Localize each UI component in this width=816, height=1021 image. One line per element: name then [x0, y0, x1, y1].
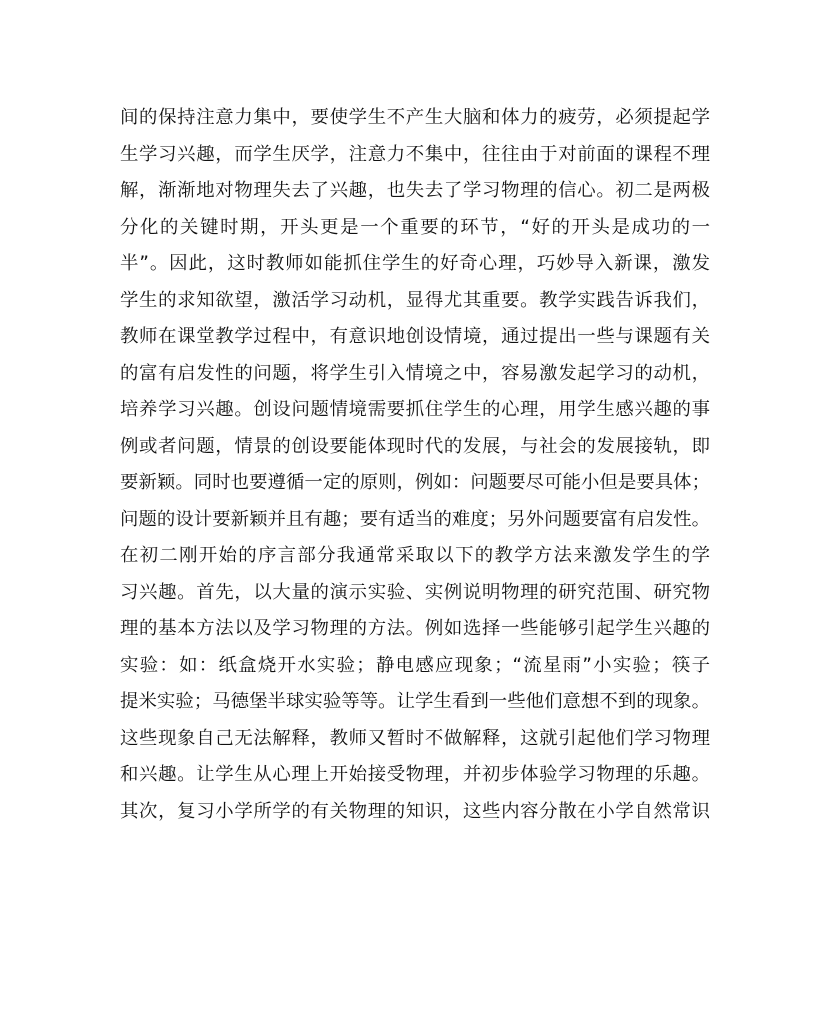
text-line: 习兴趣。首先，以大量的演示实验、实例说明物理的研究范围、研究物 — [120, 581, 710, 603]
text-line: 半”。因此，这时教师如能抓住学生的好奇心理，巧妙导入新课，激发 — [120, 253, 710, 274]
text-line: 例或者问题，情景的创设要能体现时代的发展，与社会的发展接轨，即 — [120, 435, 710, 457]
body-text — [120, 100, 710, 830]
text-line: 问题的设计要新颖并且有趣；要有适当的难度；另外问题要富有启发性。 — [120, 508, 710, 530]
text-line: 实验：如：纸盒烧开水实验；静电感应现象；“流星雨”小实验；筷子 — [120, 654, 710, 676]
text-line: 学生的求知欲望，激活学习动机，显得尤其重要。教学实践告诉我们， — [120, 289, 710, 311]
text-line: 生学习兴趣，而学生厌学，注意力不集中，往往由于对前面的课程不理 — [120, 143, 710, 165]
text-line: 和兴趣。让学生从心理上开始接受物理，并初步体验学习物理的乐趣。 — [120, 764, 710, 785]
text-line: 其次，复习小学所学的有关物理的知识，这些内容分散在小学自然常识 — [120, 800, 710, 822]
text-line: 要新颖。同时也要遵循一定的原则，例如：问题要尽可能小但是要具体； — [120, 472, 710, 493]
text-line: 分化的关键时期，开头更是一个重要的环节，“好的开头是成功的一 — [120, 216, 710, 238]
text-line: 的富有启发性的问题，将学生引入情境之中，容易激发起学习的动机， — [120, 362, 710, 384]
text-line: 这些现象自己无法解释，教师又暂时不做解释，这就引起他们学习物理 — [120, 727, 710, 749]
text-line: 解，渐渐地对物理失去了兴趣，也失去了学习物理的信心。初二是两极 — [120, 180, 710, 201]
text-line: 提米实验；马德堡半球实验等等。让学生看到一些他们意想不到的现象。 — [120, 691, 710, 712]
text-line: 理的基本方法以及学习物理的方法。例如选择一些能够引起学生兴趣的 — [120, 618, 710, 639]
text-line: 在初二刚开始的序言部分我通常采取以下的教学方法来激发学生的学 — [120, 545, 710, 566]
text-line: 培养学习兴趣。创设问题情境需要抓住学生的心理，用学生感兴趣的事 — [120, 399, 710, 420]
text-line: 教师在课堂教学过程中，有意识地创设情境，通过提出一些与课题有关 — [120, 326, 710, 347]
text-line: 间的保持注意力集中，要使学生不产生大脑和体力的疲劳，必须提起学 — [120, 107, 710, 128]
